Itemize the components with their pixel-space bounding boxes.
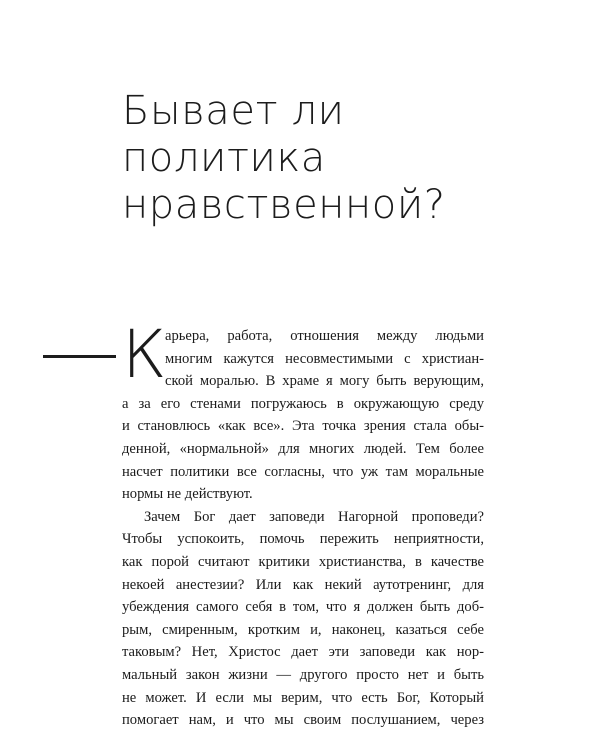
text-line: рым, смиренным, кротким и, наконец, казаться себе: [122, 621, 484, 638]
chapter-title-line: Бывает ли: [122, 88, 345, 134]
text-line: как порой считают критики христианства, в качестве: [122, 553, 484, 570]
paragraph-2: [122, 506, 484, 732]
text-line: таковым? Нет, Христос дает эти заповеди как нор-: [122, 644, 484, 661]
paragraph-1: [122, 325, 484, 506]
text-line: и становлюсь «как все». Эта точка зрения стала обы-: [122, 418, 484, 435]
text-line: Зачем Бог дает заповеди Нагорной проповеди?: [144, 508, 484, 525]
text-line: насчет политики все согласны, что уж там моральные: [122, 463, 484, 480]
text-line: ской моралью. В храме я могу быть верующим,: [165, 373, 484, 390]
decorative-dash: [43, 355, 116, 358]
text-line: а за его стенами погружаюсь в окружающую среду: [122, 395, 484, 412]
text-line: денной, «нормальной» для многих людей. Тем более: [122, 440, 484, 457]
text-line: мальный закон жизни — другого просто нет и быть: [122, 666, 484, 683]
text-line: некоей анестезии? Или как некий аутотренинг, для: [122, 576, 484, 593]
text-line: нормы не действуют.: [122, 486, 253, 503]
text-line: убеждения самого себя в том, что я должен быть доб-: [122, 599, 484, 616]
chapter-title-line: политика: [122, 135, 326, 181]
text-line: не может. И если мы верим, что есть Бог, Который: [122, 689, 484, 706]
drop-cap: К: [122, 316, 167, 393]
text-line: арьера, работа, отношения между людьми: [165, 328, 484, 344]
body-text: [122, 325, 484, 732]
text-line: многим кажутся несовместимыми с христиан-: [165, 350, 484, 367]
text-line: помогает нам, и что мы своим послушанием, через: [122, 712, 484, 729]
text-line: Чтобы успокоить, помочь пережить неприятности,: [122, 531, 484, 548]
chapter-title-line: нравственной?: [122, 182, 446, 228]
chapter-title: [122, 88, 446, 229]
